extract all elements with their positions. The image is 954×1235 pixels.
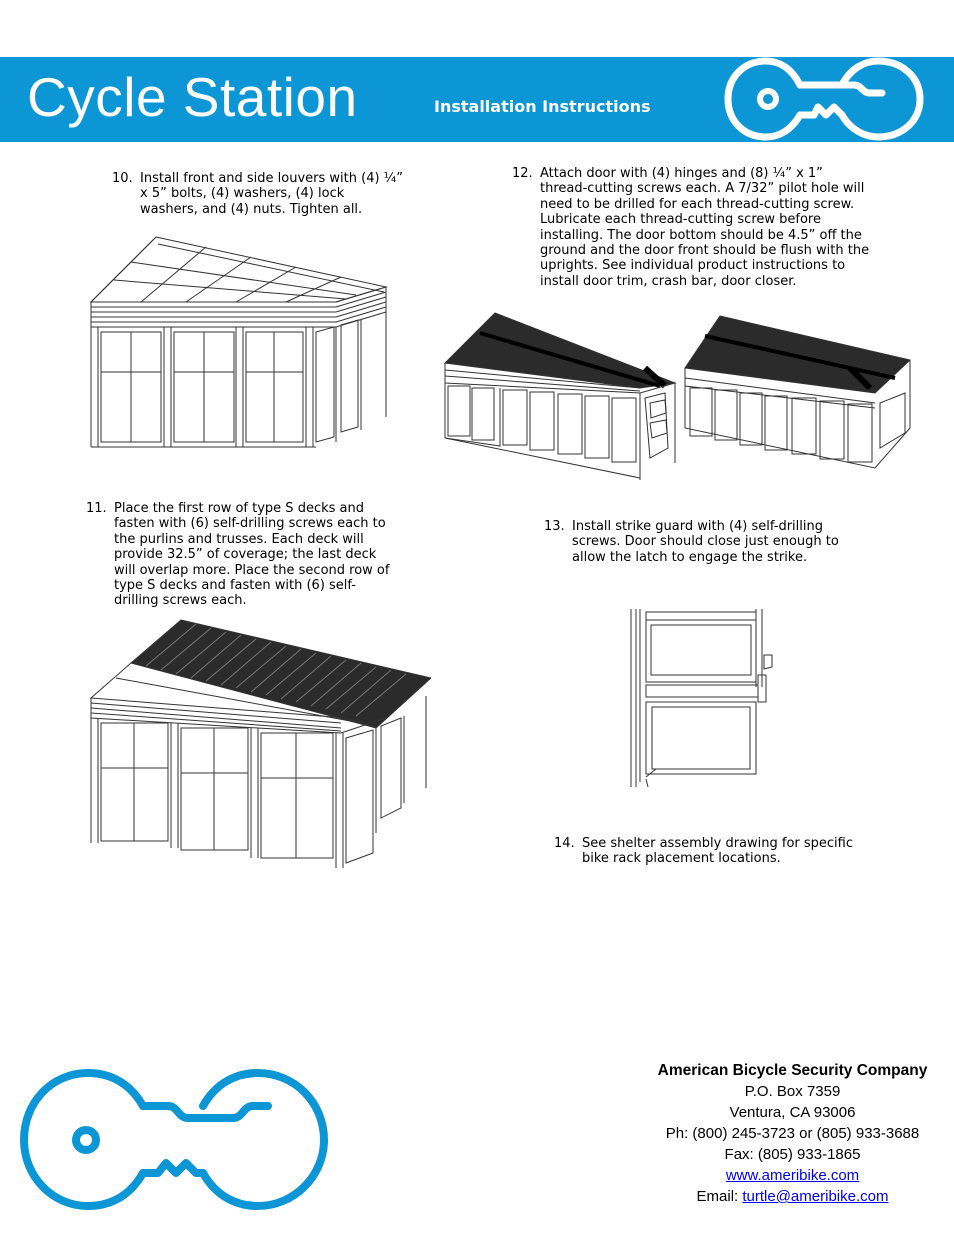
step-line: Lubricate each thread-cutting screw before (540, 212, 821, 228)
step-line: uprights. See individual product instructions to (540, 258, 846, 274)
step-line: Install front and side louvers with (4) ¼” (140, 171, 404, 186)
shelter-frame-louvers-illustration (86, 232, 396, 457)
step-line: drilling screws each. (114, 593, 247, 609)
page-subtitle: Installation Instructions (434, 97, 651, 116)
step-number: 12. (512, 166, 533, 181)
step-number: 11. (86, 501, 107, 516)
strike-guard-illustration (626, 607, 778, 789)
step-13 (544, 519, 874, 569)
step-number: 10. (112, 171, 133, 186)
step-line: thread-cutting screws each. A 7/32” pilot hole will (540, 181, 865, 197)
shelter-door-attach-illustration (440, 308, 915, 486)
step-line: the purlins and trusses. Each deck will (114, 531, 364, 547)
company-email-line (630, 1186, 954, 1207)
step-line: need to be drilled for each thread-cutting screw. (540, 196, 855, 212)
step-11 (86, 501, 406, 611)
step-line: will overlap more. Place the second row of (114, 562, 390, 578)
step-line: Attach door with (4) hinges and (8) ¼” x 1” (540, 166, 823, 181)
step-line: installing. The door bottom should be 4.5” off the (540, 227, 862, 243)
step-line: See shelter assembly drawing for specific (582, 836, 853, 851)
step-line: fasten with (6) self-drilling screws each to (114, 516, 386, 532)
step-14 (554, 836, 884, 870)
shelter-deck-installation-illustration (86, 618, 431, 873)
company-fax: Fax: (805) 933-1865 (724, 1146, 861, 1163)
company-po-box: P.O. Box 7359 (744, 1083, 841, 1100)
step-10 (112, 171, 412, 221)
step-12 (512, 166, 912, 292)
step-line: washers, and (4) nuts. Tighten all. (140, 201, 363, 217)
header-banner (0, 57, 954, 142)
step-number: 13. (544, 519, 565, 534)
step-line: Install strike guard with (4) self-drilling (572, 519, 823, 534)
step-line: install door trim, crash bar, door closer. (540, 273, 797, 289)
company-email-link[interactable]: turtle@ameribike.com (742, 1188, 889, 1205)
step-number: 14. (554, 836, 575, 851)
step-line: type S decks and fasten with (6) self- (114, 578, 356, 593)
company-name: American Bicycle Security Company (657, 1062, 928, 1079)
step-line: bike rack placement locations. (582, 851, 781, 867)
step-line: x 5” bolts, (4) washers, (4) lock (140, 186, 345, 202)
key-logo-icon (722, 57, 932, 142)
key-logo-icon (18, 1068, 338, 1213)
company-city: Ventura, CA 93006 (729, 1104, 856, 1121)
company-contact-block (630, 1060, 954, 1207)
company-phone: Ph: (800) 245-3723 or (805) 933-3688 (665, 1125, 920, 1142)
step-line: screws. Door should close just enough to (572, 534, 839, 550)
step-line: Place the first row of type S decks and (114, 501, 364, 516)
company-website-link[interactable]: www.ameribike.com (725, 1167, 860, 1184)
step-line: provide 32.5” of coverage; the last deck (114, 547, 377, 563)
step-line: ground and the door front should be flush with the (540, 243, 870, 258)
email-label: Email: (696, 1188, 743, 1205)
step-line: allow the latch to engage the strike. (572, 549, 808, 565)
page-title: Cycle Station (27, 66, 358, 128)
